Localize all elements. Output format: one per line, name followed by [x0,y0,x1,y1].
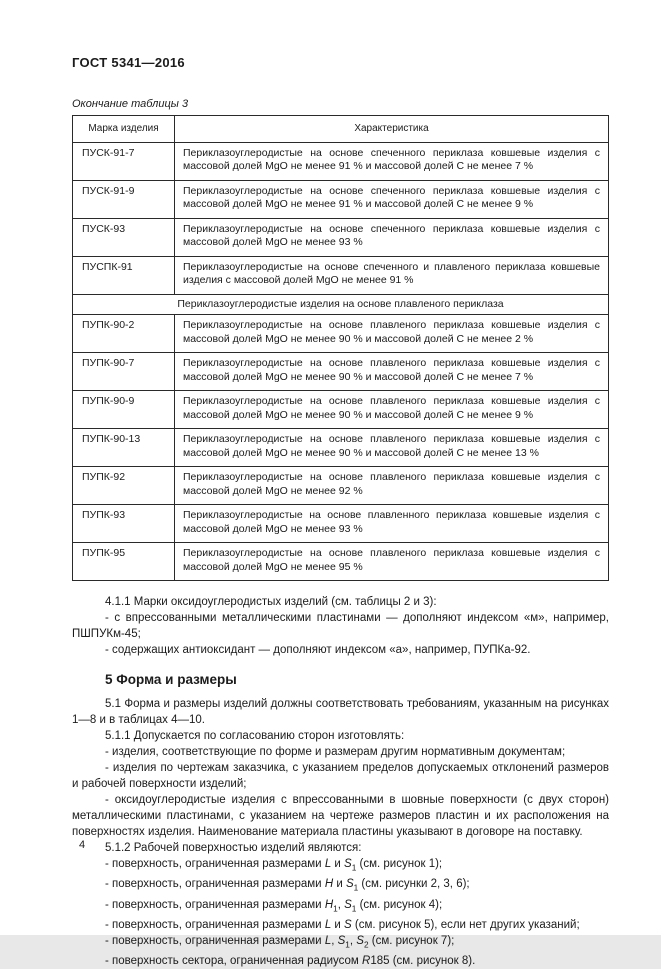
col-header-characteristic: Характеристика [175,116,609,143]
list-item: - поверхность, ограниченная размерами L, $S_1$, $S_2$ (см. рисунок 7); [105,934,455,950]
list-item: - поверхность сектора, ограниченная радиусом R185 (см. рисунок 8). [105,955,476,968]
table-header-row [73,116,609,143]
table-row [73,505,609,543]
table-row [73,543,609,581]
section-5-heading: 5 Форма и размеры [105,672,237,687]
mark-cell: ПУСПК-91 [73,256,175,294]
col-header-mark: Марка изделия [73,116,175,143]
list-item: - с впрессованными металлическими пластинами — дополняют индексом «м», например, ПШПУКм-45; [72,612,609,640]
paragraph-5-1-1: 5.1.1 Допускается по согласованию сторон изготовлять: [105,730,405,742]
desc-cell: Периклазоуглеродистые на основе плавленого периклаза ковшевые изделия с массовой долей MgO не менее 90 % и массовой долей С не менее 7 % [175,353,609,391]
table-row [73,467,609,505]
mark-cell: ПУПК-90-7 [73,353,175,391]
page-content [72,55,609,969]
table-row [73,180,609,218]
table-row [73,142,609,180]
table-section-row [73,294,609,315]
desc-cell: Периклазоуглеродистые на основе плавленого периклаза ковшевые изделия с массовой долей MgO не менее 90 % и массовой долей С не менее 2 % [175,315,609,353]
table-row [73,218,609,256]
desc-cell: Периклазоуглеродистые на основе спеченного периклаза ковшевые изделия с массовой долей MgO не менее 93 % [175,218,609,256]
list-item: - поверхность, ограниченная размерами H и $S_1$ (см. рисунки 2, 3, 6); [105,878,470,893]
desc-cell: Периклазоуглеродистые на основе спеченного периклаза ковшевые изделия с массовой долей MgO не менее 91 % и массовой долей С не менее 7 % [175,142,609,180]
list-item: - поверхность, ограниченная размерами L и $S_1$ (см. рисунок 1); [105,858,443,873]
table-row [73,429,609,467]
paragraph-5-1: 5.1 Форма и размеры изделий должны соответствовать требованиям, указанным на рисунках 1—8 и в таблицах 4—10. [72,698,609,726]
table-row [73,315,609,353]
list-item: - поверхность, ограниченная размерами $H_1$, $S_1$ (см. рисунок 4); [105,898,443,913]
desc-cell: Периклазоуглеродистые на основе плавленого периклаза ковшевые изделия с массовой долей MgO не менее 95 % [175,543,609,581]
list-item: - оксидоуглеродистые изделия с впрессованными в шовные поверхности (с двух сторон) металлическими пластинами, с указанием на чертеже размеров пластин и их расположения на поверхностях изделия. Наименование материала пластины указывают в договоре на поставку. [72,794,609,838]
marks-table [72,115,609,581]
desc-cell: Периклазоуглеродистые на основе плавленого периклаза ковшевые изделия с массовой долей MgO не менее 90 % и массовой долей С не менее 13 % [175,429,609,467]
table-caption: Окончание таблицы 3 [72,98,189,110]
list-item: - изделия, соответствующие по форме и размерам другим нормативным документам; [105,746,566,758]
mark-cell: ПУПК-93 [73,505,175,543]
section-header-cell: Периклазоуглеродистые изделия на основе плавленого периклаза [73,294,609,315]
mark-cell: ПУПК-90-13 [73,429,175,467]
paragraph-4-1-1: 4.1.1 Марки оксидоуглеродистых изделий (см. таблицы 2 и 3): [105,596,437,608]
desc-cell: Периклазоуглеродистые на основе плавленного периклаза ковшевые изделия с массовой долей MgO не менее 93 % [175,505,609,543]
mark-cell: ПУСК-91-7 [73,142,175,180]
mark-cell: ПУПК-90-9 [73,391,175,429]
page-number: 4 [79,839,86,851]
desc-cell: Периклазоуглеродистые на основе плавленого периклаза ковшевые изделия с массовой долей MgO не менее 92 % [175,467,609,505]
desc-cell: Периклазоуглеродистые на основе спеченного и плавленого периклаза ковшевые изделия с массовой долей MgO не менее 91 % [175,256,609,294]
mark-cell: ПУПК-92 [73,467,175,505]
desc-cell: Периклазоуглеродистые на основе плавленого периклаза ковшевые изделия с массовой долей MgO не менее 90 % и массовой долей С не менее 9 % [175,391,609,429]
list-item: - поверхность, ограниченная размерами L и S (см. рисунок 5), если нет других указаний; [105,918,580,931]
table-row [73,391,609,429]
list-item: - содержащих антиоксидант — дополняют индексом «а», например, ПУПКа-92. [105,644,531,656]
table-row [73,256,609,294]
list-item: - изделия по чертежам заказчика, с указанием пределов допускаемых отклонений размеров и рабочей поверхности изделий; [72,762,609,790]
doc-code: ГОСТ 5341—2016 [72,55,185,70]
mark-cell: ПУПК-95 [73,543,175,581]
mark-cell: ПУСК-93 [73,218,175,256]
paragraph-5-1-2: 5.1.2 Рабочей поверхностью изделий являются: [105,842,362,854]
mark-cell: ПУПК-90-2 [73,315,175,353]
desc-cell: Периклазоуглеродистые на основе спеченного периклаза ковшевые изделия с массовой долей MgO не менее 91 % и массовой долей С не менее 9 % [175,180,609,218]
table-row [73,353,609,391]
mark-cell: ПУСК-91-9 [73,180,175,218]
